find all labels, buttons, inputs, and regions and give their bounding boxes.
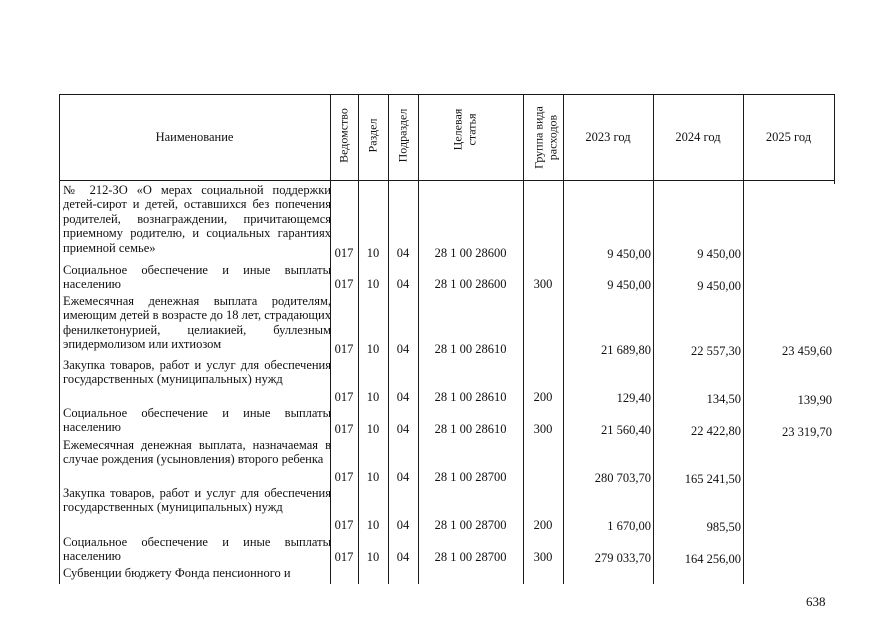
- table-cell-rz: 10: [366, 550, 380, 564]
- table-row-name: Ежемесячная денежная выплата родителям, имеющим детей в возрасте до 18 лет, страдающих фенилкетонурией, целиакией, буллезным эпидермолизом или ихтиозом: [63, 294, 331, 352]
- table-cell-2024: 134,50: [706, 392, 741, 406]
- col-border: [834, 94, 835, 184]
- table-cell-rz: 10: [366, 470, 380, 484]
- table-cell-pr: 04: [396, 246, 410, 260]
- table-row-name: Закупка товаров, работ и услуг для обеспечения государственных (муниципальных) нужд: [63, 358, 331, 387]
- table-cell-2024: 164 256,00: [684, 552, 741, 566]
- table-cell-rz: 10: [366, 342, 380, 356]
- col-border: [743, 94, 744, 584]
- header-gruppa-2: расходов: [545, 114, 560, 161]
- header-gruppa-1: Группа вида: [531, 106, 546, 169]
- table-cell-rz: 10: [366, 277, 380, 291]
- table-row-name: Социальное обеспечение и иные выплаты населению: [63, 406, 331, 435]
- table-cell-2024: 22 557,30: [691, 344, 741, 358]
- table-cell-vr: 300: [533, 550, 553, 564]
- table-cell-2023: 279 033,70: [594, 551, 651, 565]
- table-cell-vr: 300: [533, 422, 553, 436]
- table-cell-ved: 017: [334, 277, 354, 291]
- table-cell-cs: 28 1 00 28610: [434, 342, 507, 356]
- table-cell-pr: 04: [396, 422, 410, 436]
- table-cell-pr: 04: [396, 470, 410, 484]
- table-cell-cs: 28 1 00 28700: [434, 518, 507, 532]
- table-cell-pr: 04: [396, 518, 410, 532]
- table-cell-cs: 28 1 00 28700: [434, 550, 507, 564]
- table-cell-rz: 10: [366, 246, 380, 260]
- table-cell-2023: 129,40: [616, 391, 651, 405]
- table-cell-2023: 280 703,70: [594, 471, 651, 485]
- table-cell-ved: 017: [334, 470, 354, 484]
- table-cell-2025: 23 319,70: [782, 425, 832, 439]
- table-cell-vr: 200: [533, 518, 553, 532]
- table-cell-cs: 28 1 00 28610: [434, 422, 507, 436]
- header-name: Наименование: [155, 130, 234, 144]
- table-cell-2024: 985,50: [706, 520, 741, 534]
- table-row-name: Субвенции бюджету Фонда пенсионного и: [63, 566, 291, 580]
- table-cell-2024: 9 450,00: [697, 247, 741, 261]
- header-2025: 2025 год: [765, 130, 812, 144]
- table-cell-ved: 017: [334, 518, 354, 532]
- table-cell-2023: 9 450,00: [607, 278, 651, 292]
- col-border: [358, 94, 359, 584]
- table-cell-2023: 21 560,40: [601, 423, 651, 437]
- table-cell-2023: 1 670,00: [607, 519, 651, 533]
- header-bottom-border: [59, 180, 835, 181]
- table-cell-2025: 139,90: [797, 393, 832, 407]
- header-celevaya-2: статья: [464, 113, 479, 146]
- table-row-name: Социальное обеспечение и иные выплаты населению: [63, 535, 331, 564]
- table-cell-2024: 165 241,50: [684, 472, 741, 486]
- table-cell-ved: 017: [334, 246, 354, 260]
- table-cell-rz: 10: [366, 390, 380, 404]
- table-cell-rz: 10: [366, 518, 380, 532]
- table-cell-2023: 9 450,00: [607, 247, 651, 261]
- table-cell-2024: 22 422,80: [691, 424, 741, 438]
- table-cell-ved: 017: [334, 390, 354, 404]
- table-cell-pr: 04: [396, 277, 410, 291]
- header-2023: 2023 год: [585, 130, 631, 144]
- col-border: [653, 94, 654, 584]
- header-vedomstvo: Ведомство: [336, 108, 351, 163]
- col-border: [59, 94, 60, 584]
- table-cell-ved: 017: [334, 422, 354, 436]
- table-cell-2024: 9 450,00: [697, 279, 741, 293]
- table-cell-2025: 23 459,60: [782, 344, 832, 358]
- col-border: [418, 94, 419, 584]
- header-celevaya-1: Целевая: [450, 108, 465, 151]
- table-row-name: № 212-ЗО «О мерах социальной поддержки детей-сирот и детей, оставшихся без попечения родителей, вознаграждении, причитающемся приемному родителю, и социальных гарантиях приемной семье»: [63, 183, 331, 255]
- table-cell-rz: 10: [366, 422, 380, 436]
- table-row-name: Закупка товаров, работ и услуг для обеспечения государственных (муниципальных) нужд: [63, 486, 331, 515]
- table-cell-cs: 28 1 00 28610: [434, 390, 507, 404]
- col-border: [563, 94, 564, 584]
- header-razdel: Раздел: [365, 118, 380, 153]
- table-row-name: Социальное обеспечение и иные выплаты населению: [63, 263, 331, 292]
- table-cell-cs: 28 1 00 28700: [434, 470, 507, 484]
- table-row-name: Ежемесячная денежная выплата, назначаемая в случае рождения (усыновления) второго ребенка: [63, 438, 331, 467]
- table-cell-pr: 04: [396, 342, 410, 356]
- table-cell-vr: 300: [533, 277, 553, 291]
- table-cell-2023: 21 689,80: [601, 343, 651, 357]
- table-cell-pr: 04: [396, 390, 410, 404]
- table-cell-ved: 017: [334, 550, 354, 564]
- table-cell-pr: 04: [396, 550, 410, 564]
- table-cell-ved: 017: [334, 342, 354, 356]
- col-border: [523, 94, 524, 584]
- page-number: 638: [806, 594, 826, 609]
- header-2024: 2024 год: [675, 130, 721, 144]
- table-cell-vr: 200: [533, 390, 553, 404]
- table-cell-cs: 28 1 00 28600: [434, 246, 507, 260]
- col-border: [388, 94, 389, 584]
- table-top-border: [59, 94, 835, 95]
- header-podrazdel: Подраздел: [395, 108, 410, 163]
- table-cell-cs: 28 1 00 28600: [434, 277, 507, 291]
